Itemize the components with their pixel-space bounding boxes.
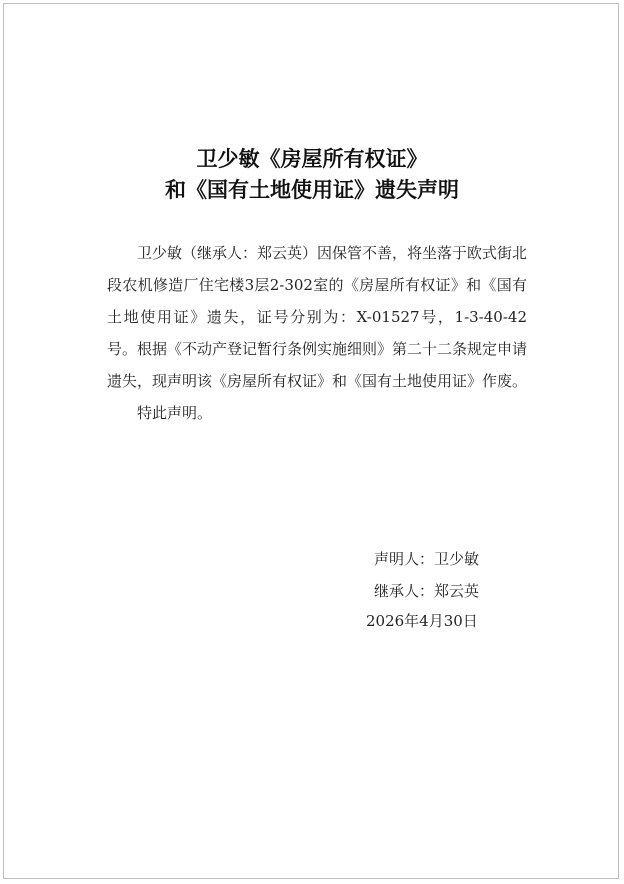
main-paragraph: 卫少敏（继承人：郑云英）因保管不善，将坐落于欧式街北段农机修造厂住宅楼3层2-302室的《房屋所有权证》和《国有土地使用证》遗失，证号分别为：X-01527号，1-3-40-42号。根据《不动产登记暂行条例实施细则》第二十二条规定申请遗失，现声明该《房屋所有权证》和《国有土地使用证》作废。 [107,244,528,390]
title-line-1: 卫少敏《房屋所有权证》 [196,146,428,171]
date-line: 2026年4月30日 [366,612,478,630]
heir-line: 继承人：郑云英 [374,582,480,600]
body-text [107,237,527,429]
closing-paragraph: 特此声明。 [137,404,213,422]
document-page [3,3,619,879]
title-line-2: 和《国有土地使用证》遗失声明 [165,177,459,202]
declarant-line: 声明人：卫少敏 [374,550,480,568]
